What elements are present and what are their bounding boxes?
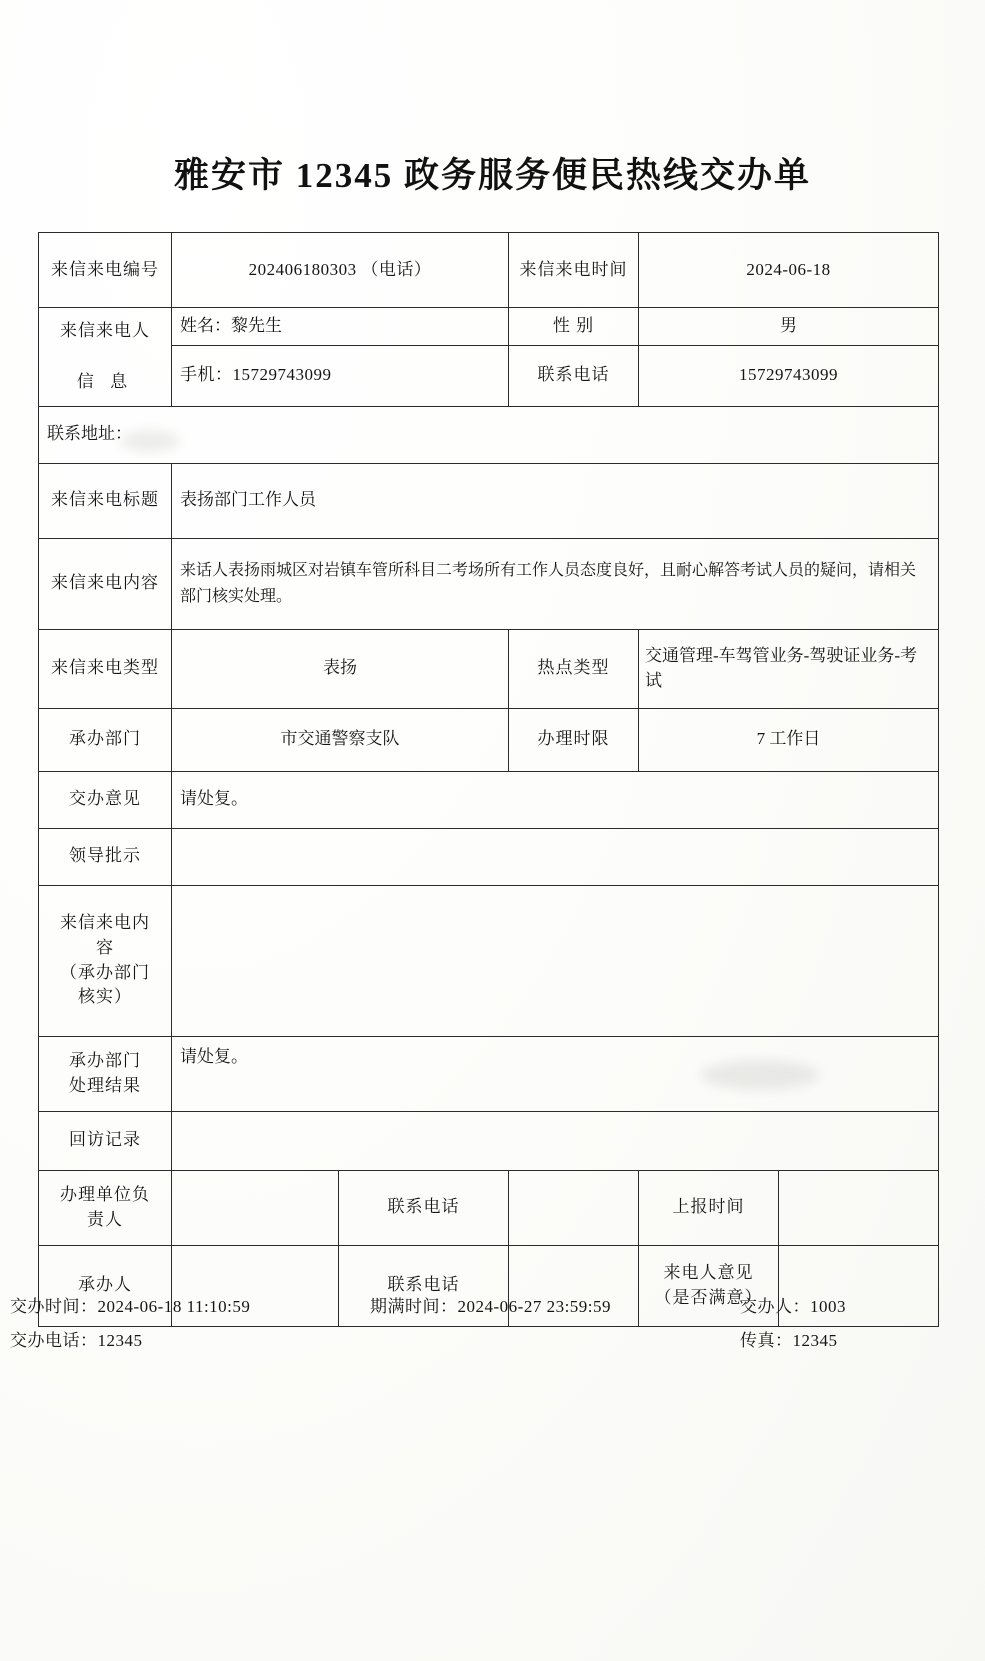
- leader-instruction-value: [172, 828, 939, 885]
- table-row-leader: [39, 828, 939, 885]
- caller-opinion-label-line1: 来电人意见: [663, 1263, 754, 1282]
- revisit-value: [172, 1111, 939, 1170]
- table-row-department: [39, 708, 939, 771]
- verify-content-value: [172, 885, 939, 1036]
- unit-head-label-line1: 办理单位负: [60, 1185, 150, 1204]
- caller-info-label-line2: 信 息: [76, 371, 134, 391]
- table-row-content: [39, 538, 939, 629]
- table-row-name: [39, 308, 939, 346]
- gender-value: 男: [639, 308, 939, 346]
- result-label-line2: 处理结果: [69, 1075, 141, 1095]
- unit-head-label-line2: 责人: [87, 1209, 123, 1229]
- subject-label: 来信来电标题: [39, 463, 172, 538]
- handler-phone-label: 联系电话: [339, 1245, 509, 1326]
- table-row-mobile: [39, 345, 939, 406]
- content-value: 来话人表扬雨城区对岩镇车管所科目二考场所有工作人员态度良好，且耐心解答考试人员的疑问，请相关部门核实处理。: [172, 538, 939, 629]
- gender-label: 性 别: [509, 308, 639, 346]
- department-value: 市交通警察支队: [172, 708, 509, 771]
- caller-opinion-label-line2: （是否满意）: [654, 1287, 763, 1307]
- subject-value: 表扬部门工作人员: [172, 463, 939, 538]
- content-label: 来信来电内容: [39, 538, 172, 629]
- footer-row-2: [10, 1326, 975, 1360]
- unit-head-label: [39, 1170, 172, 1245]
- caller-info-label-line1: 来信来电人: [60, 321, 150, 341]
- call-time-label: 来信来电时间: [509, 233, 639, 308]
- table-row-type: [39, 629, 939, 708]
- verify-label-line1: 来信来电内: [60, 913, 150, 933]
- table-row-revisit: [39, 1111, 939, 1170]
- hotspot-value: 交通管理-车驾管业务-驾驶证业务-考试: [639, 629, 939, 708]
- result-value: 请处复。: [172, 1036, 939, 1111]
- page-title: 雅安市 12345 政务服务便民热线交办单: [173, 156, 811, 195]
- table-row-assign-opinion: [39, 771, 939, 828]
- caller-name-value: 姓名：黎先生: [172, 308, 509, 346]
- assignment-form-table: [38, 232, 939, 1327]
- report-time-value: [779, 1170, 939, 1245]
- table-row-subject: [39, 463, 939, 538]
- verify-label-line2: 容: [96, 938, 114, 957]
- unit-phone-label: 联系电话: [339, 1170, 509, 1245]
- verify-content-label: [39, 885, 172, 1036]
- fax-text: 传真：12345: [740, 1331, 838, 1350]
- table-row-unit-head: [39, 1170, 939, 1245]
- verify-label-line4: 核实）: [78, 987, 132, 1007]
- assign-opinion-value: 请处复。: [172, 771, 939, 828]
- report-time-label: 上报时间: [639, 1170, 779, 1245]
- assign-phone-text: 交办电话：12345: [10, 1331, 143, 1350]
- expire-time-text: 期满时间：2024-06-27 23:59:59: [370, 1297, 612, 1316]
- table-row-verify: [39, 885, 939, 1036]
- contact-phone-label: 联系电话: [509, 345, 639, 406]
- assign-time-text: 交办时间：2024-06-18 11:10:59: [10, 1297, 251, 1316]
- contact-phone-value: 15729743099: [639, 345, 939, 406]
- assign-opinion-label: 交办意见: [39, 771, 172, 828]
- result-label-line1: 承办部门: [69, 1051, 141, 1070]
- result-label: [39, 1036, 172, 1111]
- unit-head-value: [172, 1170, 339, 1245]
- leader-instruction-label: 领导批示: [39, 828, 172, 885]
- table-row-serial: [39, 233, 939, 308]
- call-type-label: 来信来电类型: [39, 629, 172, 708]
- call-time-value: 2024-06-18: [639, 233, 939, 308]
- assigner-text: 交办人：1003: [740, 1297, 846, 1316]
- unit-phone-value: [509, 1170, 639, 1245]
- department-label: 承办部门: [39, 708, 172, 771]
- table-row-result: [39, 1036, 939, 1111]
- table-row-address: [39, 406, 939, 463]
- call-type-value: 表扬: [172, 629, 509, 708]
- caller-info-label: [39, 308, 172, 407]
- footer-block: [10, 1292, 975, 1360]
- deadline-value: 7 工作日: [639, 708, 939, 771]
- revisit-label: 回访记录: [39, 1111, 172, 1170]
- serial-label: 来信来电编号: [39, 233, 172, 308]
- address-label: 联系地址：: [39, 406, 939, 463]
- mobile-value: 手机：15729743099: [172, 345, 509, 406]
- deadline-label: 办理时限: [509, 708, 639, 771]
- serial-value: 202406180303 （电话）: [172, 233, 509, 308]
- handler-label: 承办人: [39, 1245, 172, 1326]
- hotspot-label: 热点类型: [509, 629, 639, 708]
- verify-label-line3: （承办部门: [60, 962, 150, 982]
- footer-row-1: [10, 1292, 975, 1326]
